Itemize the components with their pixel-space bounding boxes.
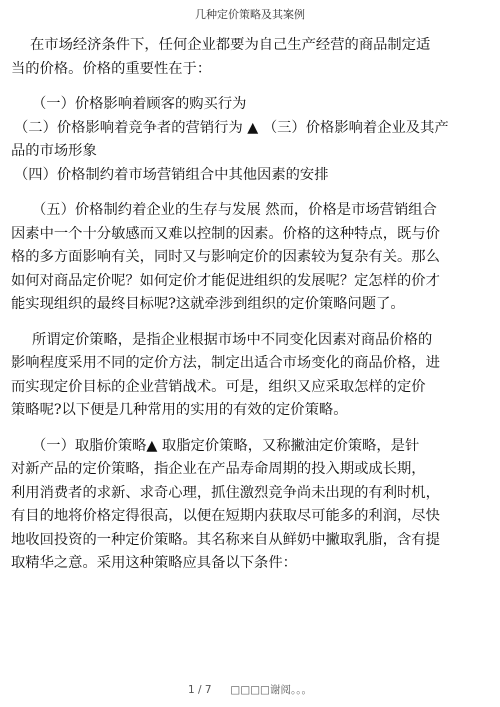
document-body (0, 34, 500, 576)
text-line: 取精华之意。采用这种策略应具备以下条件： (11, 555, 297, 571)
footer-text: □□□□谢阅。。。 (230, 684, 312, 696)
document-title: 几种定价策略及其案例 (195, 8, 305, 21)
text-line: （二）价格影响着竞争者的营销行为 ▲ （三）价格影响着企业及其产 (14, 119, 449, 136)
text-line: 在市场经济条件下，任何企业都要为自己生产经营的商品制定适 (30, 37, 431, 53)
text-line: （四）价格制约着市场营销组合中其他因素的安排 (14, 166, 329, 183)
text-line: 策略呢?以下便是几种常用的实用的有效的定价策略。 (11, 402, 348, 418)
text-line: （五）价格制约着企业的生存与发展 然而，价格是市场营销组合 (32, 202, 437, 218)
page-footer (0, 682, 500, 697)
text-line: 地收回投资的一种定价策略。其名称来自从鲜奶中撇取乳脂，含有提 (11, 531, 440, 548)
text-line: 如何对商品定价呢？如何定价才能促进组织的发展呢？定怎样的价才 (11, 272, 440, 289)
text-line: 有目的地将价格定得很高，以便在短期内获取尽可能多的利润，尽快 (11, 508, 440, 524)
text-line: 品的市场形象 (11, 143, 97, 159)
text-line: 利用消费者的求新、求奇心理，抓住激烈竞争尚未出现的有利时机， (11, 484, 440, 501)
text-line: 能实现组织的最终目标呢?这就牵涉到组织的定价策略问题了。 (11, 296, 405, 312)
page-number: 1 / 7 (188, 684, 212, 696)
text-line: 影响程度采用不同的定价方法，制定出适合市场变化的商品价格，进 (11, 355, 440, 371)
text-line: 而实现定价目标的企业营销战术。可是，组织又应采取怎样的定价 (11, 378, 426, 395)
text-line: 所谓定价策略，是指企业根据市场中不同变化因素对商品价格的 (32, 331, 433, 348)
text-line: （一）价格影响着顾客的购买行为 (32, 96, 247, 112)
text-line: （一）取脂价策略▲ 取脂定价策略，又称撇油定价策略，是针 (32, 437, 420, 454)
text-line: 因素中一个十分敏感而又难以控制的因素。价格的这种特点，既与价 (11, 225, 440, 242)
text-line: 当的价格。价格的重要性在于： (11, 60, 212, 77)
text-line: 格的多方面影响有关，同时又与影响定价的因素较为复杂有关。那么 (11, 249, 440, 265)
text-line: 对新产品的定价策略，指企业在产品寿命周期的投入期或成长期， (11, 461, 426, 477)
page-header (0, 6, 500, 22)
